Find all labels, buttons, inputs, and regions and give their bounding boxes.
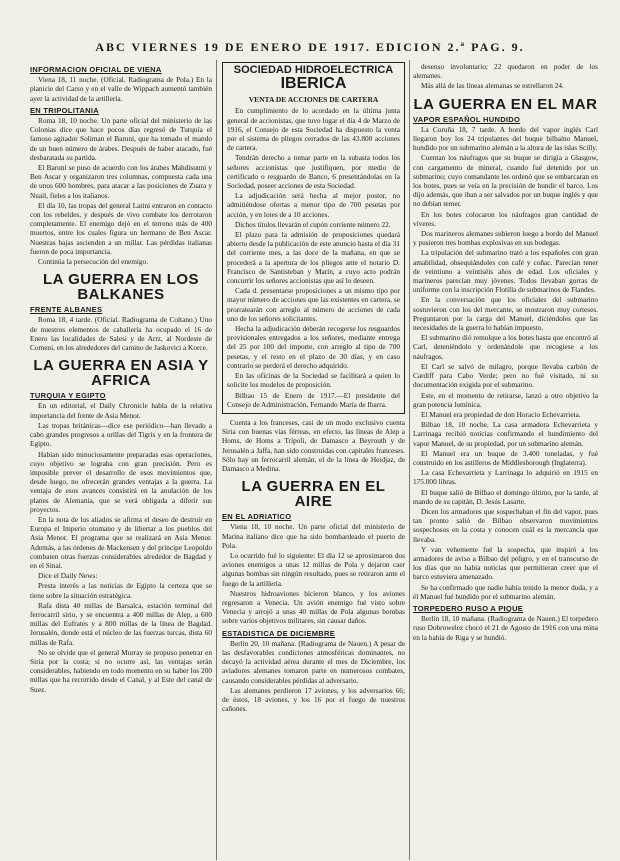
headline: LA GUERRA EN EL MAR [413,95,598,113]
paragraph: Berlín 20, 10 mañana. (Radiograma de Nauen.) A pesar de las desfavorables condiciones atmosféricas dominantes, no decayó la actividad aérea durante el mes de Diciembre, los aviadores alemanes tomaron parte en numerosos combates, causando considerables pérdidas al adversario. [222,638,405,685]
ad-title-main: IBERICA [280,75,347,93]
paragraph: Las alemanes perdieron 17 aviones, y los adversarios 66; de éstos, 18 aviones, y los 16 por el fuego de nuestros cañones. [222,685,405,714]
headline: LA GUERRA EN ASIA Y AFRICA [33,357,209,390]
paragraph: El Manuel era un buque de 3.400 toneladas, y fué construido en los astilleros de Middlesborough (Inglaterra). [413,448,598,467]
section-title: VAPOR ESPAÑOL HUNDIDO [413,114,521,124]
paragraph: Dicen los armadores que sospechaban el fin del vapor, pues tan pronto salió de Bilbao observaron movimientos sospechosos en la costa y conocen cuál es la mercancía que llevaba. [413,506,598,544]
paragraph: En cumplimiento de lo acordado en la última junta general de accionistas, que tuvo lugar el día 4 de Marzo de 1916, el Consejo de esta Sociedad ha dispuesto la venta por el sistema de pliegos cerrados de las 43.800 acciones de cartera. [227,106,400,153]
paragraph: Se ha confirmado que nadie había tenido la menor duda, y a él Manuel fué hundido por el submarino alemán. [413,582,598,601]
paragraph: El submarino dió remolque a los botes hasta que encontró al Carl, deteniéndolo y ordenándole que recogiese a los náufragos. [413,333,598,361]
section-title: TORPEDERO RUSO A PIQUE [413,603,524,613]
paragraph: Habían sido minuciosamente preparadas esas operaciones, cuyo objetivo se lograba con gran precisión. Pero es imposible prever el desarrollo de esos movimientos que, desde luego, no ofrecerán grandes ventajas a la guerra. La ventaja de esos avances consistirá en la anulación de los planes de Alemania, que se verá obligada a diferir sus proyectos. [30,449,212,514]
paragraph: La casa Echevarrieta y Larrinaga lo adquirió en 1915 en 175.000 libras. [413,468,598,487]
paragraph: En las oficinas de la Sociedad se facilitará a quien lo solicite los modelos de proposición. [227,371,400,390]
paragraph: Bilbao 18, 10 noche. La casa armadora Echevarrieta y Larrinaga recibió noticias confirmando el hundimiento del vapor Manuel, de su propiedad, por un submarino alemán. [413,420,598,448]
section-title: FRENTE ALBANES [30,305,103,315]
paragraph: Cada d. presentarse proposiciones a un mismo tipo por mayor número de acciones que las existentes en cartera, se prorratearán con arreglo al número de acciones de cada uno de los señores solicitantes. [227,286,400,323]
paragraph: El Carl se salvó de milagro, porque llevaba carbón de Cardiff para Cabo Verde; pero no fué visitado, ni su documentación exigida por el submarino. [413,361,598,390]
headline: LA GUERRA EN LOS BALKANES [42,271,200,304]
paragraph: Tendrán derecho a tomar parte en la subasta todos los señores accionistas que justifiquen, por medio de certificado o resguardo de Banco, 6 presentándolas en la Sociedad, poseer acciones de esta Sociedad. [227,153,400,191]
headline: LA GUERRA EN EL AIRE [241,478,386,511]
paragraph: Las tropas británicas—dice ese periódico—han llevado a cabo grandes progresos a orillas del Tigris y en la frontera de Egipto. [30,420,212,449]
paragraph: El Baruní se puso de acuerdo con los árabes Mahdisunni y Ben Ascar y organizaron tres columnas, compuesta cada una de unos 600 hombres, para atacar a las posiciones de Zuara y Nuail, fieles a los italianos. [30,163,212,200]
section-title: TURQUIA Y EGIPTO [30,391,106,401]
page-header: ABC VIERNES 19 DE ENERO DE 1917. EDICION 2.ª PAG. 9. [95,40,525,54]
paragraph: Este, en el momento de retirarse, lanzó a otro objetivo la gran potencia lumínica. [413,390,598,409]
paragraph: Viena 18, 10 noche. Un parte oficial del ministerio de Marina italiano dice que ha sido bombardeado el puerto de Pola. [222,522,405,550]
paragraph: Roma 18, 10 noche. Un parte oficial del ministerio de las Colonias dice que hace pocos días regresó de Turquía el famoso agitador Soliman el Baruni, que ha tomado el mando de un buen número de árabes. Después de haber atacado, fué desbaratada su partida. [30,116,212,162]
paragraph: En los botes colocaron los náufragos gran cantidad de víveres. [413,209,598,228]
paragraph: El Manuel era propiedad de don Horacio Echevarrieta. [421,409,581,419]
paragraph: Continúa la persecución del enemigo. [38,257,149,267]
paragraph: La Coruña 18, 7 tarde. A bordo del vapor inglés Carl llegaron hoy los 24 tripulantes del buque bilbaíno Manuel, hundido por un submarino alemán a la altura de las islas Scilly. [413,124,598,153]
paragraph: Presta interés a las noticias de Egipto la certeza que se tiene sobre la situación estratégica. [30,581,212,600]
paragraph: Hecha la adjudicación deberán recogerse los resguardos provisionales entregados a los señores, mediante entrega del 25 por 100 del importe, con arreglo al tipo de 700 pesetas, y el resto en el plazo de 30 días, y en caso contrario se perderá el derecho adquirido. [227,324,400,370]
column-rule [409,60,410,860]
ad-title: SOCIEDAD HIDROELECTRICA [233,64,394,76]
section-title: INFORMACION OFICIAL DE VIENA [30,65,162,74]
paragraph: Berlín 18, 10 mañana. (Radiograma de Nauen.) El torpedero ruso Dobrowelez chocó el 21 de Agosto de 1916 con una mina en la bahía de Riga y se hundió. [413,614,598,642]
paragraph: La tripulación del submarino trató a los españoles con gran amabilidad, obsequiándoles con café y coñac. Parecían tener de veintiuno a veintiséis años de edad. Los oficiales y marineros parecían muy jóvenes. Todos llevaban gorras de uniforme con la inscripción Flotilla de submarinos de Flandes. [413,248,598,295]
paragraph: Dos marineros alemanes subieron luego a bordo del Manuel y pusieron tres bombas explosivas en sus bodegas. [413,229,598,248]
paragraph: En la nota de los aliados se afirma el deseo de destruir en Europa el Imperio otomano y de libertar a los pueblos del Asia Menor. El programa que se realizará en Asia Menor. Además, a las órdenes de Mackensen y del príncipe Leopoldo combaten otras fuerzas considerables alrededor de Bagdad y en el Sinaí. [30,514,212,570]
section-title: EN TRIPOLITANIA [30,105,99,115]
paragraph: El buque salió de Bilbao el domingo último, por la tarde, al mando de su capitán, D. Jesús Lasarte. [413,487,598,506]
paragraph: El día 10, las tropas del general Latini entraron en contacto con los rebeldes, y después de vivo combate los derrotaron completamente. El enemigo dejó en el terreno más de 400 muertos, entre los cuales figura un hermano de Ben Ascar. Nuestras bajas ascienden a un millar. Las pérdidas italianas fueron de poca importancia. [30,200,212,256]
paragraph: Viena 18, 11 noche. (Oficial. Radiograma de Pola.) En la planicie del Carso y en el valle de Wippach aumentó también ayer la actividad de la artillería. [30,75,212,103]
paragraph: No se olvide que el general Murray se propuso penetrar en Siria por la costa; si no ocurre así, las ventajas serán considerables, habiendo en todo momento en su haber los 200 millas que ha recorrido desde el Canal, y al Este del canal de Suez. [30,647,212,694]
paragraph: Y van vehemente fué la sospecha, que inspiró a los armadores de aviso a Bilbao del peligro, y en el transcurso de los días que no había noticias que permitieran creer que el barco estuviera amenazado. [413,544,598,582]
paragraph: Dice el Daily News: [38,571,98,581]
paragraph: Nuestros hidroaviones hicieron blanco, y los aviones regresaron a Venecia. Un avión enemigo fué visto sobre Venecia y arrojó a unas 40 millas de Pola algunas bombas sobre varios objetivos militares, sin causar daños. [222,588,405,626]
column-2 [222,62,405,852]
section-title: ESTADISTICA DE DICIEMBRE [222,628,336,638]
paragraph: Rafa dista 40 millas de Barsalca, estación terminal del ferrocarril sirio, y se encuentra a 400 millas de Alep, a 600 millas del Eufrates y a 800 millas de la línea de Bagdad. Jerusalén, donde está el núcleo de las fuerzas turcas, dista 60 millas de Rafa. [30,600,212,647]
paragraph: Más allá de las líneas alemanas se estrellaron 24. [421,81,564,91]
paragraph: Cuentan los náufragos que su buque se dirigía a Glasgow, con cargamento de mineral, cuando fué detenido por un submarino; cuyo comandante les ordenó que se embarcaran en los botes, pues se veía en la precisión de hundir el barco. Los dijo además, que iban a ser salvados por un buque inglés y que no debían temer. [413,153,598,209]
column-3 [413,62,598,852]
paragraph: En un editorial, el Daily Chronicle habla de la relativa importancia del frente de Asia Menor. [30,401,212,420]
ad-subtitle: VENTA DE ACCIONES DE CARTERA [248,95,379,105]
paragraph: Roma 18, 4 tarde. (Oficial. Radiograma de Coltano.) Uno de nuestros elementos de caballería ha ocupado el 16 de Enero las localidades de Salesi y de Arrz, al Nordeste de Comeni, en los alrededores del camino de Jaskovici a Korce. [30,315,212,353]
paragraph: Dichos títulos llevarán el cupón corriente número 22. [235,219,391,229]
column-1 [30,62,212,852]
paragraph: desenso involuntario; 22 quedaron en poder de los alemanes. [413,62,598,81]
paragraph: Lo ocurrido fué lo siguiente: El día 12 se aproximaron dos aviones enemigos a unas 12 millas de Pola y dejaron caer algunas bombas sin ningún resultado, pues se retiraron ante el fuego de la artillería. [222,550,405,588]
paragraph: En la conversación que los oficiales del submarino sostuvieron con los del mercante, se mostraron muy corteses. Preguntaron por la carga del Manuel, diciéndoles que las necesidades de la guerra lo habían impuesto. [413,295,598,333]
section-title: EN EL ADRIATICO [222,512,292,522]
paragraph: El plazo para la admisión de proposiciones quedará abierto desde la publicación de este anuncio hasta el día 31 del corriente mes, a las doce de la mañana, en que se procederá a la apertura de los pliegos ante el notario D. Francisco de Santisteban y Marín, a cuyo acto podrán concurrir los señores accionistas que así lo deseen. [227,230,400,286]
paragraph: Cuenta a los franceses, casi de un modo exclusivo cuenta Siria con buenas vías férreas, en efecto, las líneas de Alep a Homs, de Homs a Trípoli, de Damasco a Beyrouth y de Jerusalén a Jaffa, han sido construidas con capitales franceses. Sólo hay un ferrocarril alemán, el de la línea de Heidjaz, de Damasco a Medina. [222,417,405,473]
column-rule [216,60,217,860]
paragraph: La adjudicación será hecha al mejor postor, no admitiéndose ofertas a menor tipo de 700 pesetas por acción, y en lotes de a 10 acciones. [227,191,400,219]
advertisement-box [222,62,405,414]
ad-signature: Bilbao 15 de Enero de 1917.—El presidente del Consejo de Administración, Fernando María de Ibarra. [227,390,400,409]
